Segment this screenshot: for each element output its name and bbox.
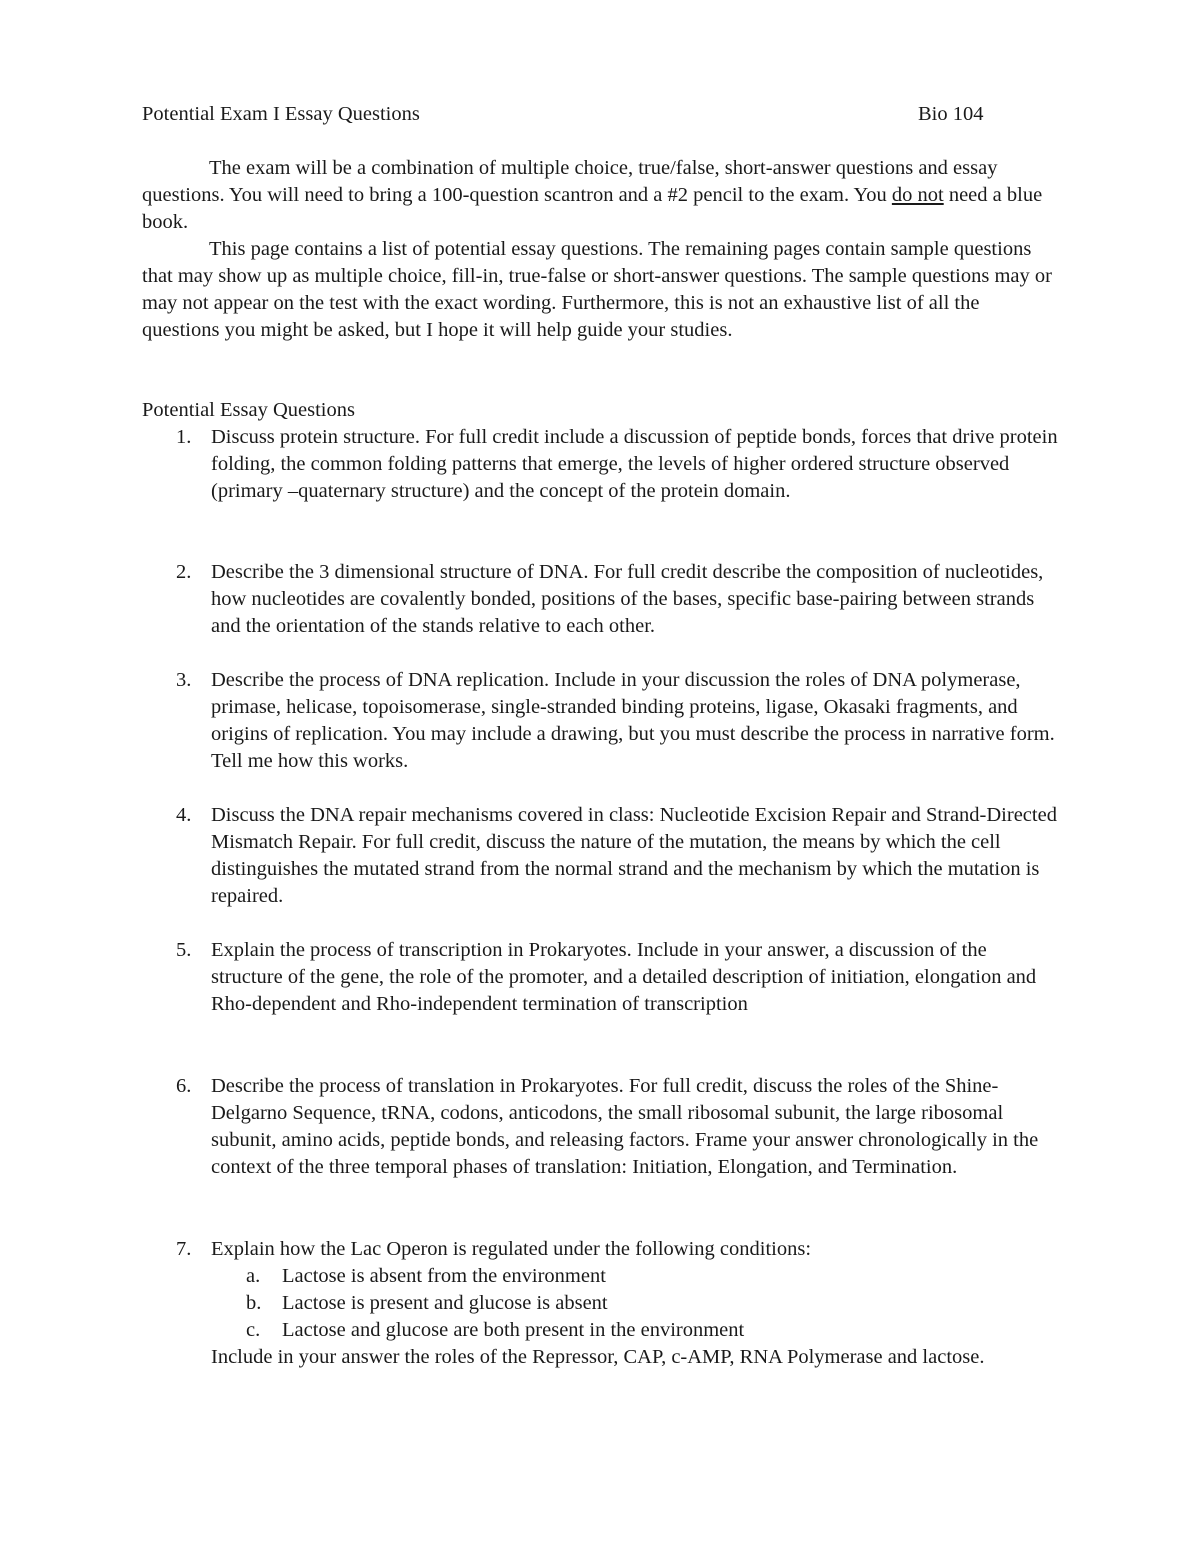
question-item <box>142 667 1062 775</box>
sub-question-letter: c. <box>246 1319 261 1341</box>
sub-question-text: Lactose is absent from the environment <box>282 1265 606 1287</box>
course-code: Bio 104 <box>918 103 984 125</box>
question-number: 4. <box>176 804 192 826</box>
intro-paragraph-2: This page contains a list of potential essay questions. The remaining pages contain sample questions that may show up as multiple choice, fill-in, true-false or short-answer questions. The sample questions may or may not appear on the test with the exact wording. Furthermore, this is not an exhaustive list of all the questions you might be asked, but I hope it will help guide your studies. <box>142 238 1052 341</box>
sub-question-item <box>246 1317 1062 1344</box>
document-title: Potential Exam I Essay Questions <box>142 103 420 125</box>
question-text: Explain how the Lac Operon is regulated under the following conditions: <box>211 1238 812 1260</box>
question-number: 7. <box>176 1238 192 1260</box>
question-item <box>142 1073 1062 1181</box>
question-item <box>142 937 1062 1018</box>
question-text: Explain the process of transcription in Prokaryotes. Include in your answer, a discussion of the structure of the gene, the role of the promoter, and a detailed description of initiation, elongation and Rho-dependent and Rho-independent termination of transcription <box>211 939 1037 1015</box>
question-text: Discuss protein structure. For full credit include a discussion of peptide bonds, forces that drive protein folding, the common folding patterns that emerge, the levels of higher ordered structure observed (primary –quaternary structure) and the concept of the protein domain. <box>211 426 1058 502</box>
question-number: 6. <box>176 1075 192 1097</box>
question-item <box>142 802 1062 910</box>
question-number: 5. <box>176 939 192 961</box>
sub-question-text: Lactose and glucose are both present in the environment <box>282 1319 745 1341</box>
question-text: Describe the process of translation in Prokaryotes. For full credit, discuss the roles of the Shine-Delgarno Sequence, tRNA, codons, anticodons, the small ribosomal subunit, the large ribosomal subunit, amino acids, peptide bonds, and releasing factors. Frame your answer chronologically in the context of the three temporal phases of translation: Initiation, Elongation, and Termination. <box>211 1075 1039 1178</box>
sub-question-list <box>142 1263 1062 1344</box>
question-number: 1. <box>176 426 192 448</box>
question-item <box>142 424 1062 505</box>
intro-section <box>142 155 1062 344</box>
question-followup-text: Include in your answer the roles of the Repressor, CAP, c-AMP, RNA Polymerase and lactose. <box>211 1346 985 1368</box>
section-title: Potential Essay Questions <box>142 399 355 421</box>
question-text: Describe the process of DNA replication. Include in your discussion the roles of DNA polymerase, primase, helicase, topoisomerase, single-stranded binding proteins, ligase, Okasaki fragments, and origins of replication. You may include a drawing, but you must describe the process in narrative form. Tell me how this works. <box>211 669 1055 772</box>
question-item <box>142 559 1062 640</box>
intro-p1-underlined: do not <box>891 184 944 206</box>
question-number: 2. <box>176 561 192 583</box>
question-text: Describe the 3 dimensional structure of DNA. For full credit describe the composition of nucleotides, how nucleotides are covalently bonded, positions of the bases, specific base-pairing between strands and the orientation of the stands relative to each other. <box>211 561 1044 637</box>
sub-question-letter: b. <box>246 1292 262 1314</box>
question-number: 3. <box>176 669 192 691</box>
sub-question-item <box>246 1290 1062 1317</box>
intro-paragraph-1 <box>142 155 1062 236</box>
sub-question-letter: a. <box>246 1265 261 1287</box>
sub-question-text: Lactose is present and glucose is absent <box>282 1292 608 1314</box>
sub-question-item <box>246 1263 1062 1290</box>
question-item <box>142 1236 1062 1371</box>
intro-p1-text-a: The exam will be a combination of multiple choice, true/false, short-answer questions and essay questions. You will need to bring a 100-question scantron and a #2 pencil to the exam. You <box>142 157 998 206</box>
intro-p1-text-b: need a blue book. <box>142 184 1043 233</box>
question-text: Discuss the DNA repair mechanisms covered in class: Nucleotide Excision Repair and Strand-Directed Mismatch Repair. For full credit, discuss the nature of the mutation, the means by which the cell distinguishes the mutated strand from the normal strand and the mechanism by which the mutation is repaired. <box>211 804 1057 907</box>
